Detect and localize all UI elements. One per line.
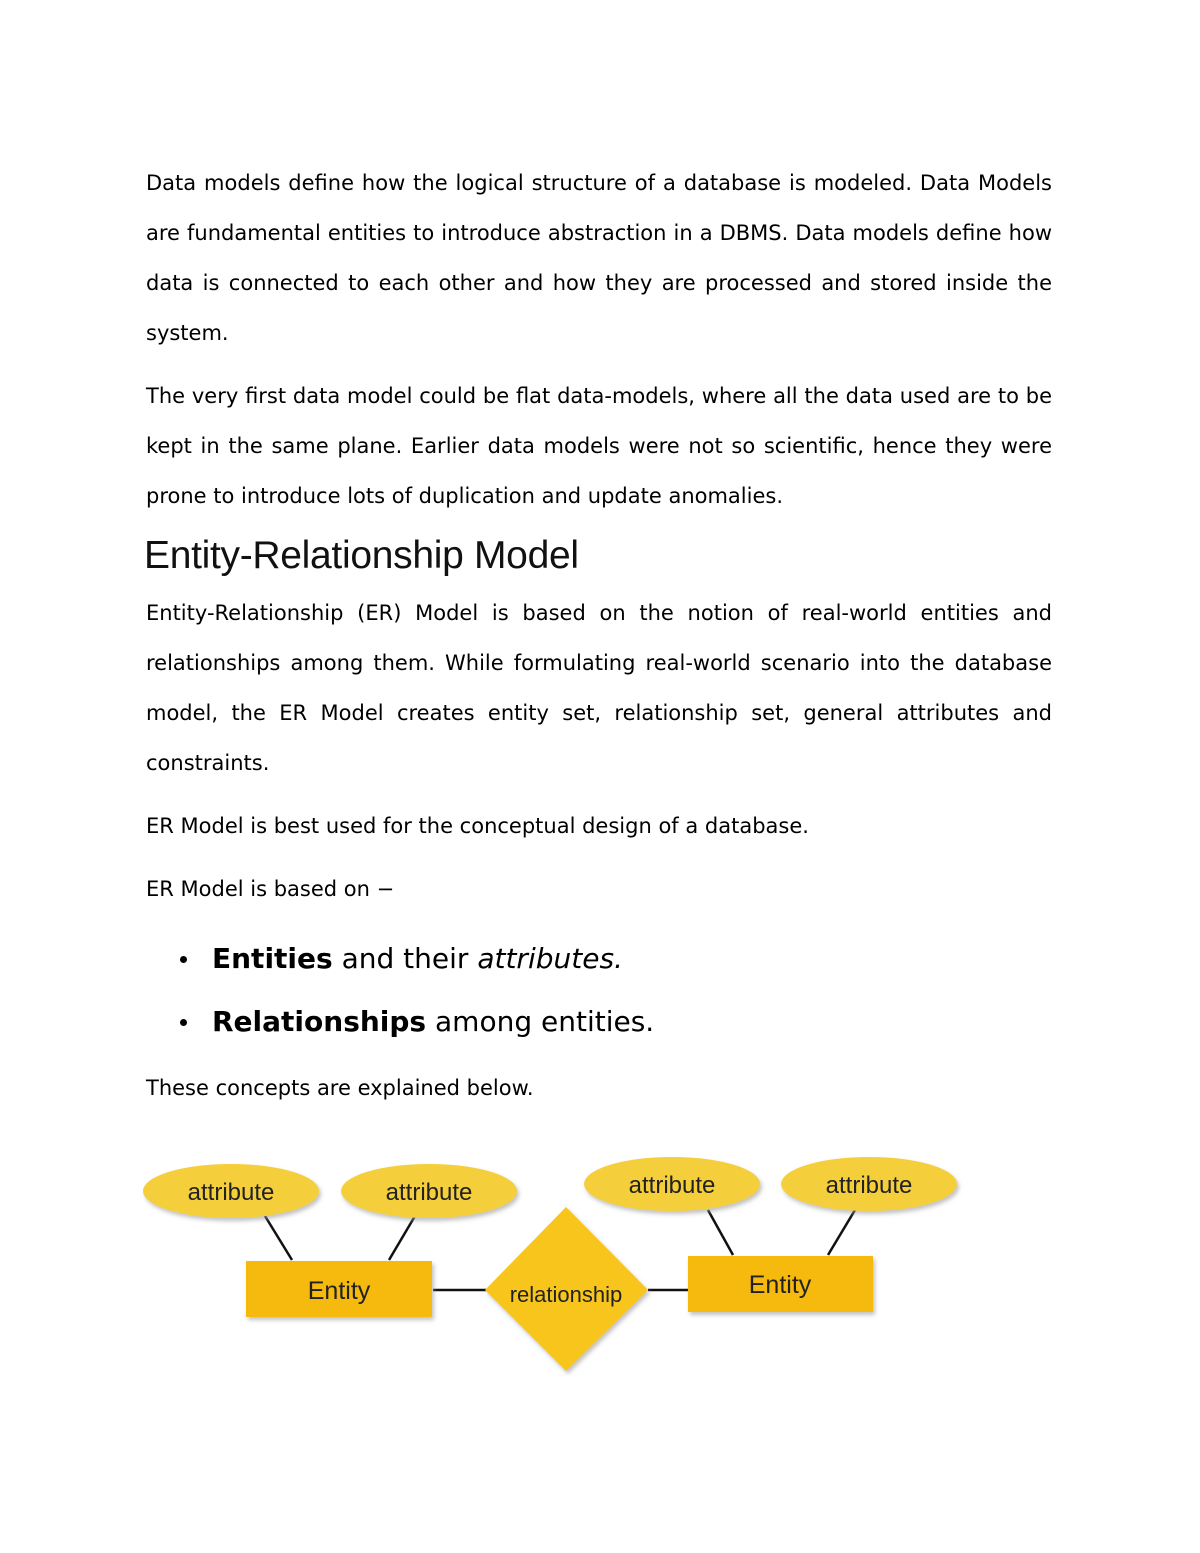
connector-attr2-entity1 <box>389 1216 415 1260</box>
document-body <box>146 158 1052 1126</box>
list-item <box>146 927 1052 990</box>
relationship-label: relationship <box>509 1282 623 1307</box>
attribute-label: attribute <box>628 1172 716 1199</box>
entity-node-1 <box>246 1261 432 1317</box>
connector-attr1-entity1 <box>265 1216 292 1260</box>
list-item-text: and their <box>332 942 478 975</box>
bullet-icon <box>180 956 187 963</box>
relationship-node <box>485 1207 648 1371</box>
connector-attr3-entity2 <box>708 1210 733 1255</box>
entity-node-2 <box>688 1256 873 1312</box>
paragraph-data-models-intro: Data models define how the logical structure of a database is modeled. Data Models are fundamental entities to introduce abstraction in a DBMS. Data models define how data is connected to each other and how they are processed and stored inside the system. <box>146 171 1052 345</box>
list-item <box>146 990 1052 1053</box>
list-item-bold: Entities <box>212 942 333 975</box>
entity-label: Entity <box>748 1271 812 1299</box>
attribute-node-3 <box>584 1157 760 1211</box>
paragraph-er-model-definition: Entity-Relationship (ER) Model is based on the notion of real-world entities and relationships among them. While formulating real-world scenario into the database model, the ER Model creates entity set, relationship set, general attributes and constraints. <box>146 601 1052 775</box>
bullet-icon <box>180 1019 187 1026</box>
entity-label: Entity <box>307 1277 371 1305</box>
er-diagram <box>140 1150 970 1390</box>
attribute-node-1 <box>143 1164 319 1218</box>
section-heading-er-model: Entity-Relationship Model <box>144 534 579 577</box>
attribute-label: attribute <box>187 1179 275 1206</box>
paragraph-flat-data-models: The very first data model could be flat data-models, where all the data used are to be kept in the same plane. Earlier data models were not so scientific, hence they were prone to introduce lots of duplication and update anomalies. <box>146 384 1052 508</box>
list-item-text: among entities. <box>426 1005 655 1038</box>
attribute-label: attribute <box>385 1179 473 1206</box>
list-item-italic: attributes. <box>477 942 623 975</box>
attribute-label: attribute <box>825 1172 913 1199</box>
paragraph-er-model-usage: ER Model is best used for the conceptual design of a database. <box>146 814 809 838</box>
attribute-node-4 <box>781 1157 957 1211</box>
attribute-node-2 <box>341 1164 517 1218</box>
connector-attr4-entity2 <box>828 1210 855 1255</box>
er-concepts-list <box>146 927 1052 1053</box>
paragraph-concepts-explained: These concepts are explained below. <box>146 1076 534 1100</box>
paragraph-er-model-based-on: ER Model is based on − <box>146 877 395 901</box>
list-item-bold: Relationships <box>212 1005 427 1038</box>
